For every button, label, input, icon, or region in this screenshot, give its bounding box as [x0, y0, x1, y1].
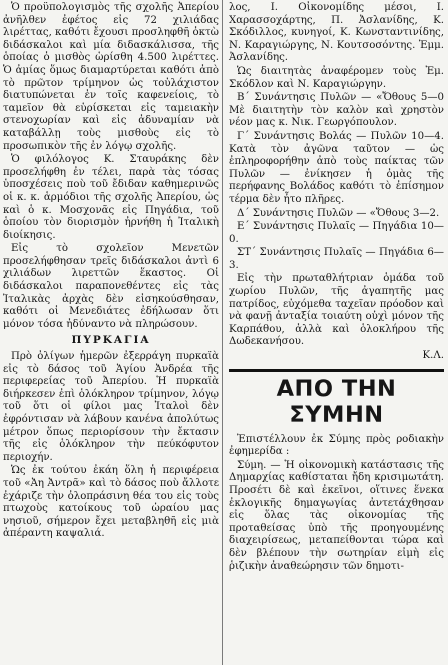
- right-column: [229, 2, 444, 574]
- article-paragraph: Ἐπιστέλλουν ἐκ Σύμης πρὸς ροδιακὴν ἐφημερίδα :: [229, 433, 444, 458]
- signature-line: [229, 350, 444, 363]
- article-paragraph: Β΄ Συνάντησις Πυλῶν — «Ὄθους 5—0 Μὲ διαιτητὴν τὸν καλὸν καὶ χρηστὸν νέον μας κ. Νικ. Γεωργόπουλον.: [229, 92, 444, 129]
- article-paragraph: Ὡς διαιτητὰς ἀναφέρομεν τοὺς Ἐμ. Σκόδλον καὶ Ν. Καραγιώργην.: [229, 65, 444, 90]
- article-paragraph: Πρὸ ὀλίγων ἡμερῶν ἐξερράγη πυρκαϊὰ εἰς τὸ δάσος τοῦ Ἁγίου Ἀνδρέα τῆς περιφερείας τοῦ Ἀπερίου. Ἡ πυρκαϊὰ διήρκεσεν ἐπὶ ὁλόκληρον τρίμηνον, λόγῳ τοῦ ὅτι οἱ φίλοι μας Ἰταλοὶ δὲν ἐφρόντισαν νὰ λάβουν κανένα ἀπολύτως μέτρον ὅπως περιορίσουν τὴν ἔκτασιν τῆς εἰς ὁλόκληρον τὴν πεύκόφυτον περιοχήν.: [3, 351, 219, 463]
- section-divider-bar: [229, 369, 444, 372]
- article-paragraph: Ὡς ἐκ τούτου ἐκάη ὅλη ἡ περιφέρεια τοῦ «Ἀη Ἀντρᾶ» καὶ τὸ δάσος ποὺ ἄλλοτε ἐχάριζε τὴν ὀλοπράσινη θέα του εἰς τοὺς πτωχοὺς κατοίκους τοῦ ὡραίου μας νησιοῦ, σήμερον ἔχει μεταβληθῆ εἰς μιὰ ἀπέραντη καψαλιά.: [3, 465, 219, 540]
- article-paragraph: Δ΄ Συνάντησις Πυλῶν — «Ὄθους 3—2.: [237, 207, 440, 219]
- article-paragraph: Εἰς τὴν πρωταθλήτριαν ὁμάδα τοῦ χωρίου Πυλῶν, τῆς ἀγαπητῆς μας πατρίδος, εὐχόμεθα ταχεῖαν πρόοδον καὶ νὰ φανῇ ἀνταξία τοιαύτη οὐχὶ μόνον τῆς Καρπάθου, ἀλλὰ καὶ ὁλοκλήρου τῆς Δωδεκανήσου.: [229, 273, 444, 348]
- article-paragraph: Εἰς τὸ σχολεῖον Μενετῶν προσελήφθησαν τρεῖς διδάσκαλοι ἀντὶ 6 χιλιάδων λιρεττῶν ἕκαστος. Οἱ διδάσκαλοι παραπονεθέντες εἰς τὰς Ἰταλικὰς ἀρχὰς δὲν εἰσηκούσθησαν, καθότι οἱ Μενεδιάτες ἐδήλωσαν ὅτι μόνον τόσα ἠδύναντο νὰ πληρώσουν.: [3, 243, 219, 330]
- article-paragraph: Σύμη. — Ἡ οἰκονομικὴ κατάστασις τῆς Δημαρχίας καθίσταται ἤδη κρισιμωτάτη. Προσέτι δὲ καὶ ἐκεῖνοι, οἵτινες ἕνεκα ἐκλογικῆς δημαγωγίας ἀντετάχθησαν εἰς ὅλας τὰς οἰκονομίας τῆς προταθείσας ὑπὸ τῆς προηγουμένης διαχειρίσεως, μεταπείθονται τώρα καὶ δὲν βλέπουν τὴν σωτηρίαν εἰμὴ εἰς ῥιζικὴν ἀναθεώρησιν τῶν δημοτι-: [229, 459, 444, 572]
- article-paragraph: Γ΄ Συνάντησις Βολάς — Πυλῶν 10—4. Κατὰ τὸν ἀγῶνα ταῦτον — ὡς ἐπληροφορήθην ἀπὸ τοὺς παίκτας τῶν Πυλῶν — ἐνίκησεν ἡ ὁμὰς τῆς περήφανης Βολάδος καθότι τὸ ἐπίσημον τέρμα δὲν ἦτο πλῆρες.: [229, 130, 444, 205]
- article-paragraph: λος, Ι. Οἰκονομίδης μέσοι, Ι. Χαρασσοχάρτης, Π. Ἀσλανίδης, Κ. Σκόδιλλος, κυνηγοί, Κ. Κωνσταντινίδης, Ν. Καραγιώργης, Ν. Κουτσοσόντης. Ἐμμ. Ἀσλανίδης.: [229, 2, 444, 64]
- article-paragraph: Ὁ προϋπολογισμὸς τῆς σχολῆς Ἀπερίου ἀνῆλθεν ἐφέτος εἰς 72 χιλιάδας λιρέττας, καθότι ἔχουσι προσληφθῆ ὀκτὼ διδάσκαλοι καὶ μία διδασκάλισσα, τῆς ὁποίας ὁ μισθὸς ὡρίσθη 4.500 λιρέττες. Ὁ ἀμίας ὅμως διαμαρτύρεται καθότι ἀπὸ τὸ πρῶτον τρίμηνον ὡς τοὐλάχιστον διατυπώνεται ἐν τοῖς καφενείοις, τὸ ταμεῖον θὰ εὑρίσκεται εἰς ταμειακὴν στενοχωρίαν καὶ εἰς ἀδυναμίαν νὰ καταβάλλῃ τοὺς μισθοὺς εἰς τὸ προσωπικὸν τῆς ἐν λόγῳ σχολῆς.: [3, 2, 219, 152]
- article-paragraph: ΣΤ΄ Συνάντησις Πυλαῖς — Πηγάδια 6—3.: [229, 247, 444, 271]
- left-column: [3, 2, 219, 542]
- section-banner-title: ΑΠΟ ΤΗΝ ΣΥΜΗΝ: [276, 375, 397, 428]
- article-paragraph: Ε΄ Συνάντησις Πυλαῖς — Πηγάδια 10—0.: [229, 221, 444, 245]
- section-subheading: ΠΥΡΚΑΓΙΑ: [71, 334, 151, 347]
- author-signature: Κ.Λ.: [422, 350, 444, 362]
- column-divider: [222, 0, 223, 665]
- article-paragraph: Ὁ φιλόλογος Κ. Σταυράκης δὲν προσελήφθη ἐν τέλει, παρὰ τὰς τόσας ὑποσχέσεις ποὺ τοῦ ἔδιδαν καθημερινῶς οἱ κ. κ. ἁρμόδιοι τῆς σχολῆς Ἀπερίου, ὡς καὶ ὁ κ. Μοσχονᾶς εἰς Πηγάδια, τοῦ ὁποίου τὸν διορισμὸν ἠρνήθη ἡ Ἰταλικὴ διοίκησις.: [3, 154, 219, 241]
